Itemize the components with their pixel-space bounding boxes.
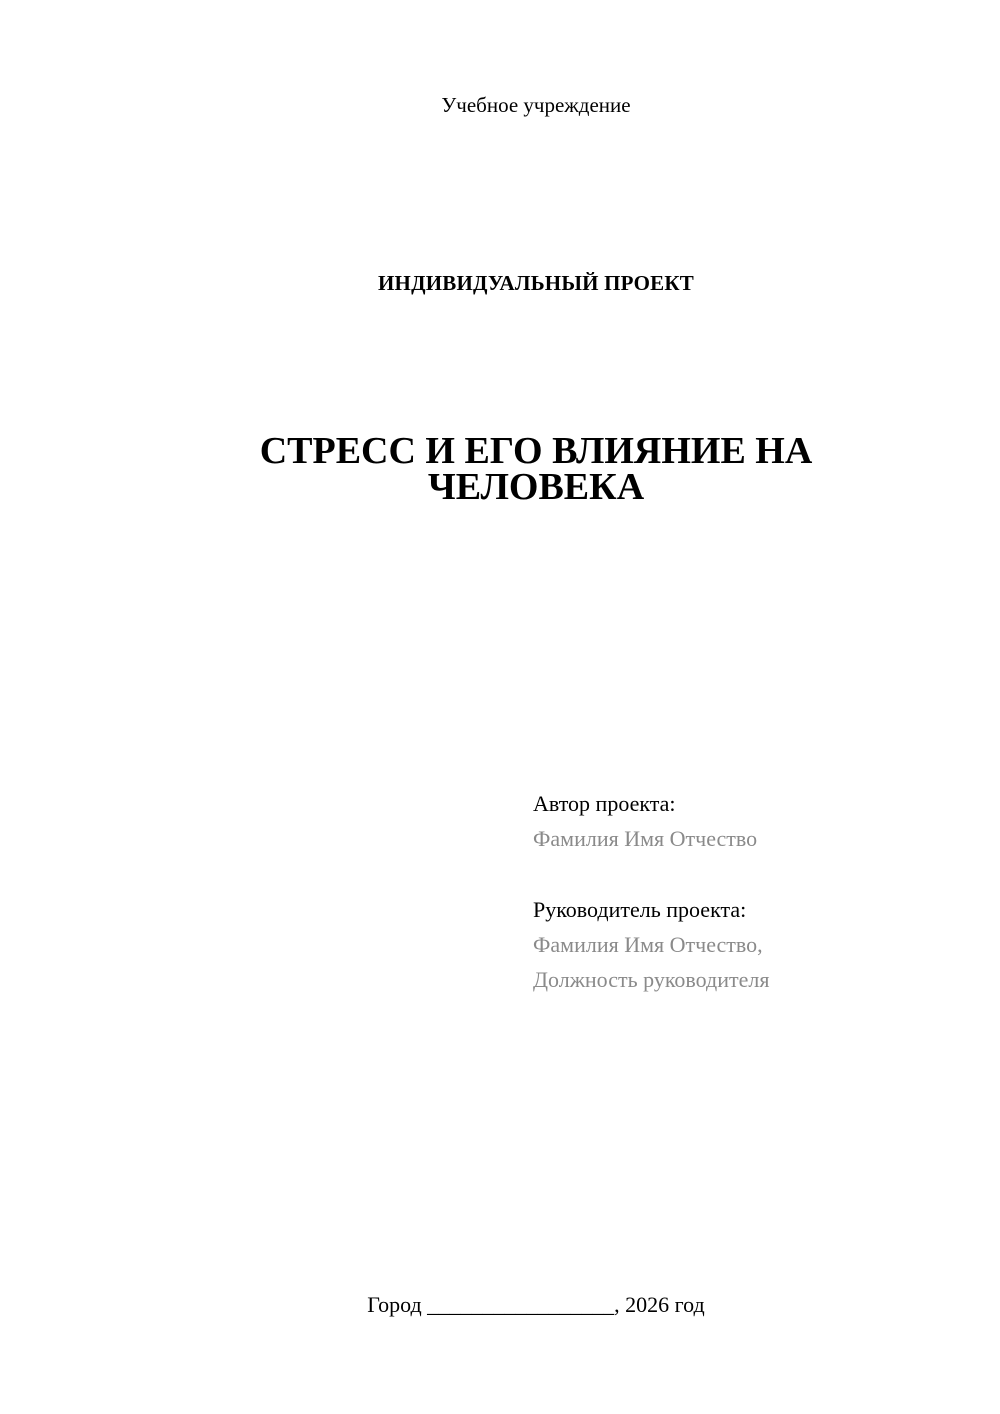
project-type-heading: ИНДИВИДУАЛЬНЫЙ ПРОЕКТ (378, 271, 694, 295)
supervisor-label: Руководитель проекта: (533, 897, 747, 922)
credits-spacer (533, 856, 973, 892)
credits-block (533, 786, 973, 997)
supervisor-name: Фамилия Имя Отчество, (533, 932, 763, 957)
city-year-footer: Город _________________, 2026 год (367, 1292, 705, 1317)
project-title (0, 430, 1000, 508)
project-title-line-2: ЧЕЛОВЕКА (427, 466, 645, 508)
author-name: Фамилия Имя Отчество (533, 826, 758, 851)
supervisor-position: Должность руководителя (533, 967, 770, 992)
author-label: Автор проекта: (533, 791, 676, 816)
institution-name: Учебное учреждение (441, 93, 631, 117)
project-title-line-1: СТРЕСС И ЕГО ВЛИЯНИЕ НА (259, 430, 813, 472)
